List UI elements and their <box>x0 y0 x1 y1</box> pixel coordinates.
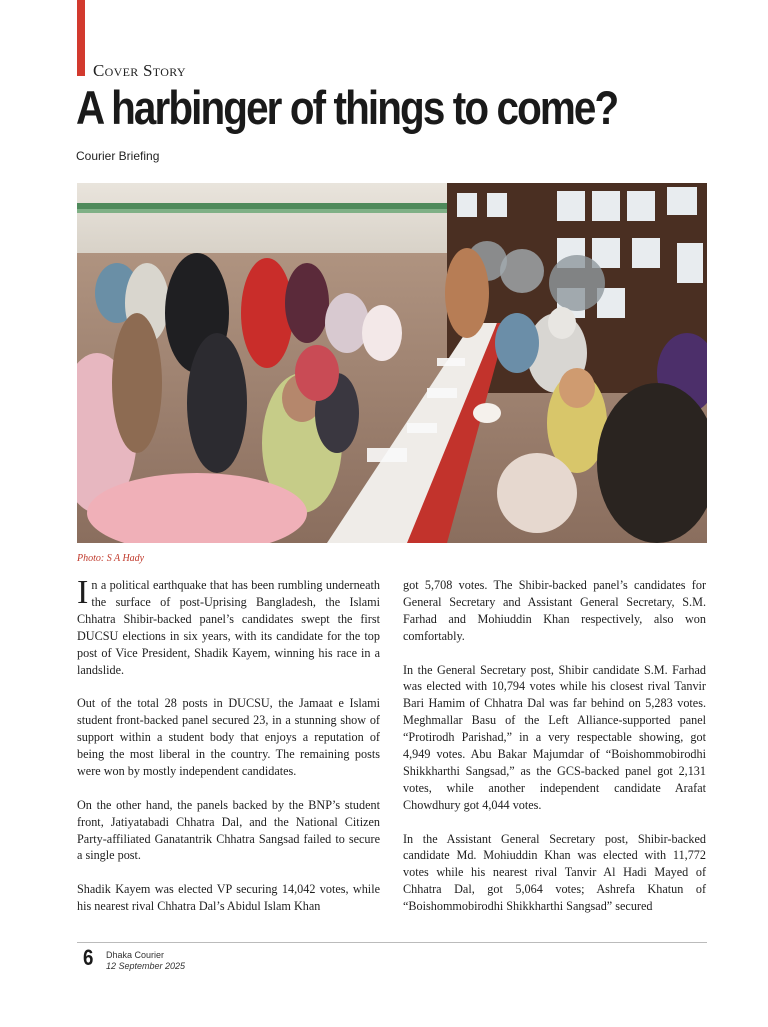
paragraph-6: In the General Secretary post, Shibir candidate S.M. Farhad was elected with 10,794 votes while his closest rival Tanvir Bari Hamim of Chhatra Dal was far behind on 5,283 votes. Meghmallar Basu of the Left Alliance-supported panel “Protirodh Parishad,” in a very respectable showing, got 4,949 votes. Abu Bakar Majumdar of “Boishommobirodhi Shikkharthi Sangsad,” as the GCS-backed panel got 2,131 votes, while another independent candidate Arafat Chowdhury got 4,044 votes. <box>403 662 706 812</box>
paragraph-3: On the other hand, the panels backed by the BNP’s student front, Jatiyatabadi Chhatra Dal, and the National Citizen Party-affiliated Ganatantrik Chhatra Sangsad failed to secure a single post. <box>77 797 380 863</box>
article-column-right <box>403 577 706 915</box>
publication-date: 12 September 2025 <box>106 961 186 971</box>
paragraph-4: Shadik Kayem was elected VP securing 14,042 votes, while his nearest rival Chhatra Dal’s Abidul Islam Khan <box>77 882 380 914</box>
paragraph-7: In the Assistant General Secretary post, Shibir-backed candidate Md. Mohiuddin Khan was elected with 11,772 votes while his nearest rival Tanvir Al Hadi Mayed of Chhatra Dal, got 5,064 votes; Ashrefa Khatun of “Boishommobirodhi Shikkharthi Sangsad” secured <box>403 831 706 914</box>
section-accent-bar <box>77 0 85 76</box>
section-label: Cover Story <box>93 61 186 80</box>
headline: A harbinger of things to come? <box>76 81 618 134</box>
paragraph-1-text: n a political earthquake that has been rumbling underneath the surface of post-Uprising Bangladesh, the Islami Chhatra Shibir-backed panel’s candidates swept the first DUCSU elections in six years, with its candidate for the top post of Vice President, Shadik Kayem, winning his race in a landslide. <box>77 578 380 677</box>
drop-cap: I <box>77 574 89 611</box>
paragraph-2: Out of the total 28 posts in DUCSU, the Jamaat e Islami student front-backed panel secured 23, in a stunning show of support within a student body that enjoys a reputation of being the most liberal in the country. The remaining posts were won by mostly independent candidates. <box>77 696 380 778</box>
footer-divider <box>77 942 707 943</box>
paragraph-5: got 5,708 votes. The Shibir-backed panel’s candidates for General Secretary and Assistant General Secretary, S.M. Farhad and Mohiuddin Khan respectively, also won comfortably. <box>403 578 706 643</box>
cover-photo <box>77 183 707 543</box>
byline: Courier Briefing <box>76 149 160 163</box>
article-column-left <box>77 574 380 915</box>
photo-credit: Photo: S A Hady <box>77 553 145 564</box>
page-number: 6 <box>83 945 94 970</box>
paragraph-1 <box>77 574 380 678</box>
publication-name: Dhaka Courier <box>106 950 165 960</box>
